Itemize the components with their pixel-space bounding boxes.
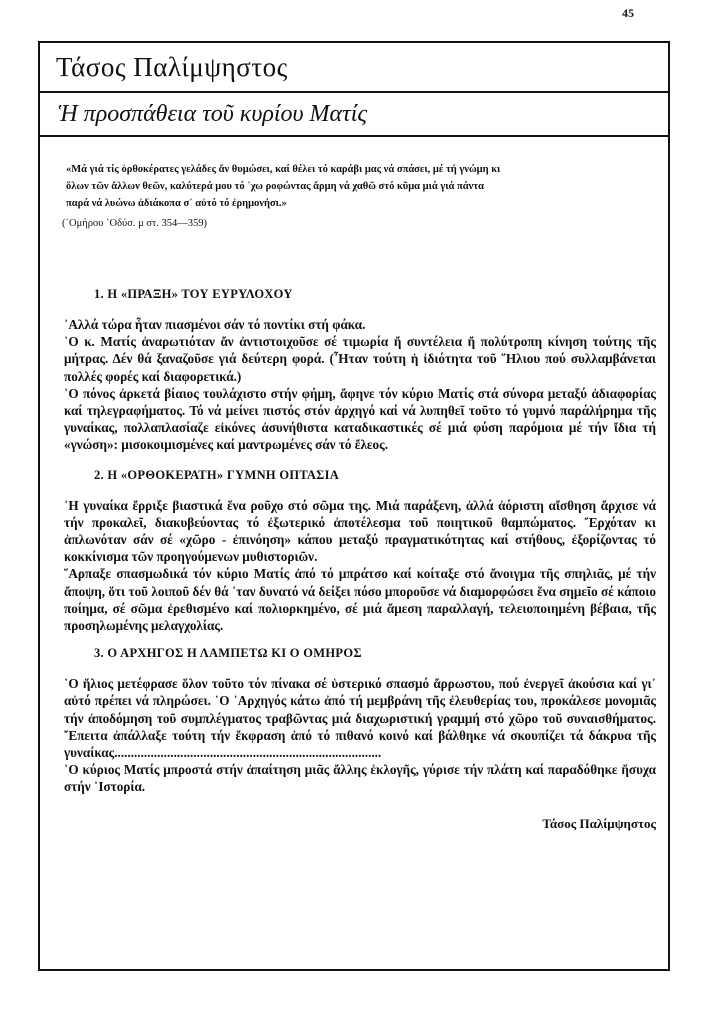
paragraph: ῾Ο ἥλιος μετέφρασε ὅλον τοῦτο τόν πίνακα σέ ὑστερικό σπασμό ἄρρωστου, πού ἐνεργεῖ ἀκούσια καί γι᾿ αὐτό πρέπει νά πληρώσει. ῾Ο ᾿Αρχηγός κάτω ἀπό τή μεμβράνη τῆς ἐλευθερίας του, προκάλεσε μονομιᾶς τήν ἀποδόμηση τοῦ συμπλέγματος τραβῶντας μιά διαχωριστική γραμμή στό χῶρο τοῦ συναισθήματος. ῎Επειτα ἀπάλλαξε τούτη τήν ἔκφραση ἀπό τό πιθανό κοινό καί βάλθηκε νά σκουπίζει τά δάκρυα τῆς γυναίκας.................................................................................: [64, 676, 656, 761]
section-heading-3: 3. Ο ΑΡΧΗΓΟΣ Η ΛΑΜΠΕΤΩ ΚΙ Ο ΟΜΗΡΟΣ: [94, 646, 362, 661]
article-content: [40, 137, 668, 832]
epigraph-source: (῾Ομήρου ᾿Οδύσ. μ στ. 354—359): [62, 218, 208, 229]
page-number: 45: [622, 6, 634, 20]
paragraph: ῾Ο κύριος Ματίς μπροστά στήν ἀπαίτηση μιᾶς ἄλλης ἐκλογῆς, γύρισε τήν πλάτη καί παραδόθηκε ἥσυχα στήν ῾Ιστορία.: [64, 762, 656, 795]
author-heading: Τάσος Παλίμψηστος: [40, 43, 668, 93]
paragraph: ῾Ο πόνος ἀρκετά βίαιος τουλάχιστο στήν φήμη, ἄφηνε τόν κύριο Ματίς στά σύνορα μεταξύ ἀδιαφορίας καί τηλεγραφήματος. Τό νά μείνει πιστός στόν ἀρχηγό καί νά λυπηθεῖ τοῦτο τό γυμνό παράλήρημα τῆς γυναίκας, πολλαπλασίαζε εἰκόνες ἀσυνήθιστα καταδικαστικές σέ μιά φύση παρόμοια μέ τήν ἴδια τή «γνώση»: μισοκοιμισμένες καί μαντρωμένες σάν τό ἔλεος.: [64, 385, 656, 453]
paragraph: ῾Ο κ. Ματίς ἀναρωτιόταν ἄν ἀντιστοιχοῦσε σέ τιμωρία ἤ συντέλεια ἤ πολύτροπη κίνηση τούτης τῆς μήτρας. Δέν θά ξαναζοῦσε γιά δεύτερη φορά. (῏Ηταν τούτη ἡ ἰδιότητα τοῦ ῞Ηλιου πού συλλαμβάνεται πολλές φορές καί διαφορετικά.): [64, 334, 656, 384]
author-signature: Τάσος Παλίμψηστος: [542, 815, 656, 831]
article-title: Ἡ προσπάθεια τοῦ κυρίου Ματίς: [40, 93, 668, 137]
paragraph: ῞Αρπαξε σπασμωδικά τόν κύριο Ματίς ἀπό τό μπράτσο καί κοίταξε στό ἄνοιγμα τῆς σπηλιᾶς, μέ τήν ἄποψη, ὅτι τοῦ λοιποῦ δέν θά ᾿ταν δυνατό νά δείξει πόσο μποροῦσε νά διαμορφώσει ἕνα σημεῖο σέ κάποιο ποίημα, σέ σῶμα ἐρεθισμένο καί πολιορκημένο, σέ μιά ἄμεση παραλλαγή, τελειοποιημένη βέβαια, τῆς προσηλωμένης μελαγχολίας.: [64, 566, 656, 634]
article-frame: [38, 41, 670, 971]
paragraph: ᾿Αλλά τώρα ἦταν πιασμένοι σάν τό ποντίκι στή φάκα.: [64, 317, 366, 332]
epigraph-quote: «Μά γιά τίς ὀρθοκέρατες γελάδες ἄν θυμώσει, καί θέλει τό καράβι μας νά σπάσει, μέ τή γνώμη κι ὅλων τῶν ἄλλων θεῶν, καλύτερά μου τό ᾿χω ροφώντας ἄρμη νά χαθῶ στό κῦμα μιά γιά πάντα παρά νά λυώνω ἀδιάκοπα σ᾿ αὐτό τό ἐρημονήσι.»: [66, 164, 501, 209]
section-heading-2: 2. Η «ΟΡΘΟΚΕΡΑΤΗ» ΓΥΜΝΗ ΟΠΤΑΣΙΑ: [94, 467, 340, 482]
paragraph: ῾Η γυναίκα ἔρριξε βιαστικά ἕνα ροῦχο στό σῶμα της. Μιά παράξενη, ἀλλά ἀόριστη αἴσθηση ἄρχισε νά τήν προκαλεῖ, διακυβεύοντας τό ἐξωτερικό ἀποτέλεσμα τοῦ ποιητικοῦ θαμπώματος. ῎Ερχόταν κι ἁπλωνόταν σάν σέ «χῶρο - ἐπινόηση» κάπου μεταξύ πραγματικότητας καί στήθους, ἐξορίζοντας τό κοκκίνισμα τῶν προηγούμενων μυθιστοριῶν.: [64, 497, 656, 565]
section-body-1: [64, 316, 656, 454]
section-body-2: [64, 497, 656, 635]
section-heading-1: 1. Η «ΠΡΑΞΗ» ΤΟΥ ΕΥΡΥΛΟΧΟΥ: [94, 287, 293, 301]
section-body-3: [64, 675, 656, 795]
